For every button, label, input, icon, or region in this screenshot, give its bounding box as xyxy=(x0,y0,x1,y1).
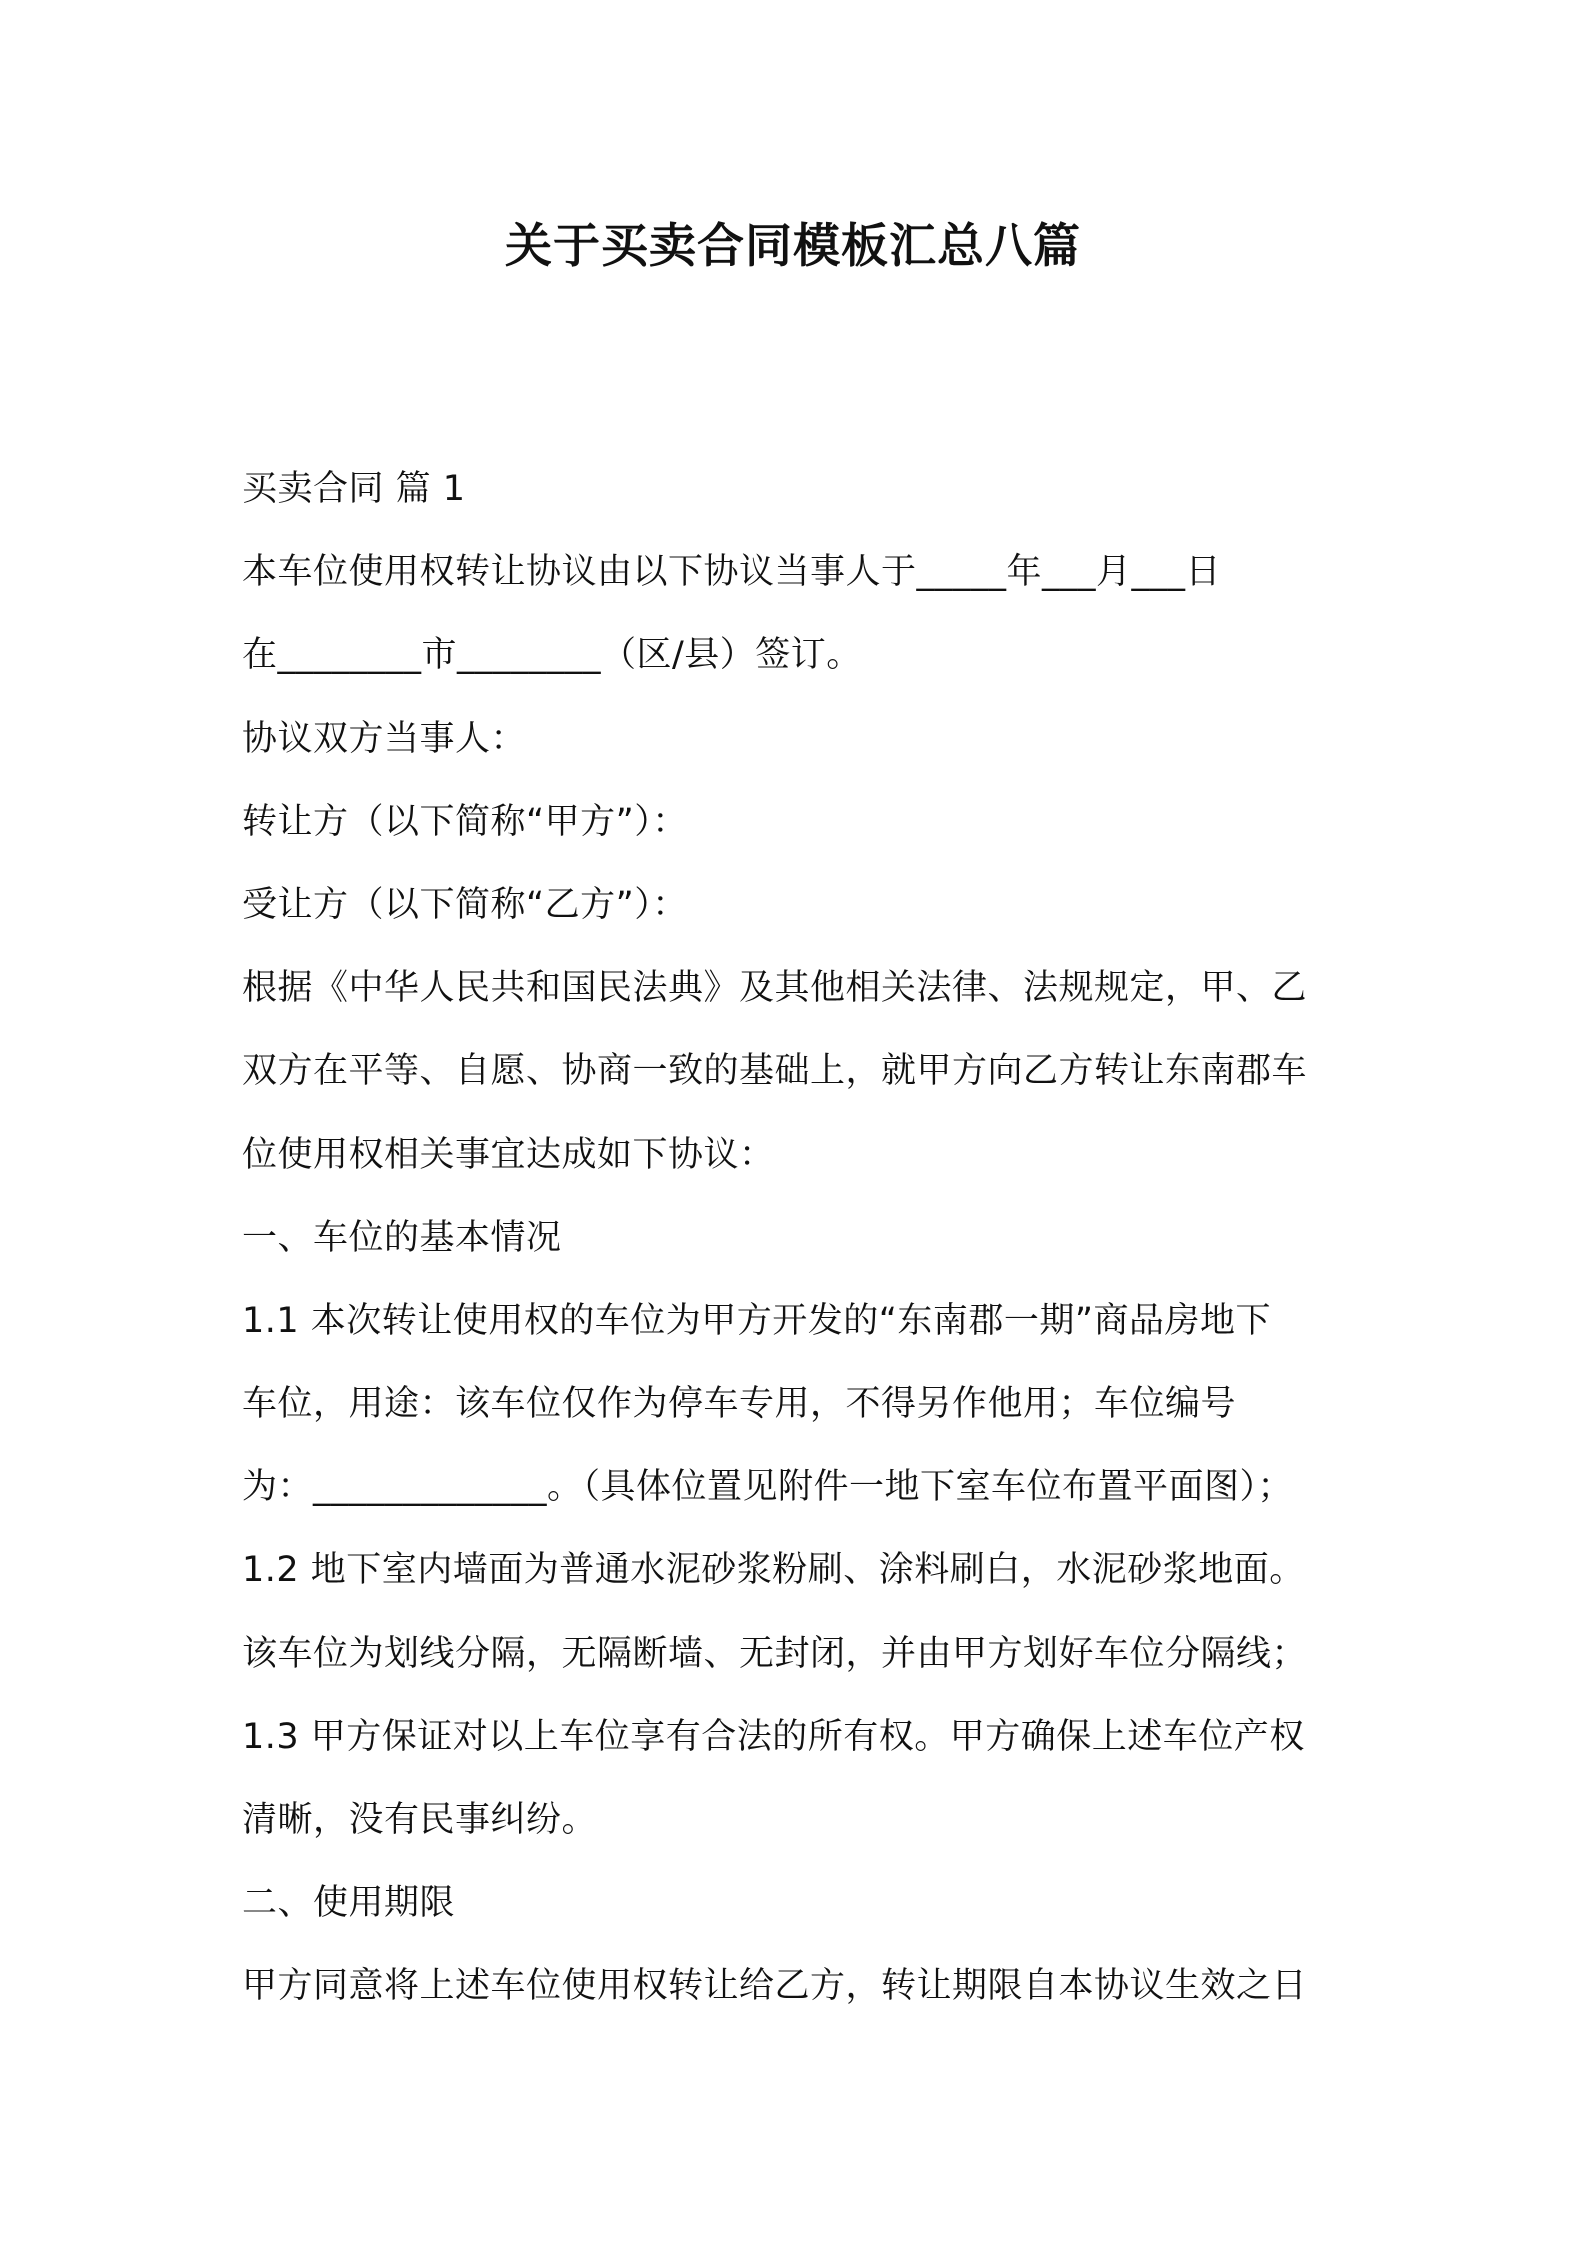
paragraph-line: 1.2 地下室内墙面为普通水泥砂浆粉刷、涂料刷白，水泥砂浆地面。 xyxy=(242,1550,1305,1591)
section-heading: 二、使用期限 xyxy=(242,1883,456,1924)
document-title: 关于买卖合同模板汇总八篇 xyxy=(505,219,1081,274)
document-body xyxy=(242,448,1362,2029)
paragraph-line: 双方在平等、自愿、协商一致的基础上，就甲方向乙方转让东南郡车 xyxy=(242,1051,1308,1092)
paragraph-line: 根据《中华人民共和国民法典》及其他相关法律、法规规定，甲、乙 xyxy=(242,968,1308,1009)
paragraph-line: 1.3 甲方保证对以上车位享有合法的所有权。甲方确保上述车位产权 xyxy=(242,1716,1305,1757)
paragraph-line: 在________市________（区/县）签订。 xyxy=(242,635,862,676)
paragraph-line: 该车位为划线分隔，无隔断墙、无封闭，并由甲方划好车位分隔线； xyxy=(242,1633,1308,1674)
paragraph-line: 位使用权相关事宜达成如下协议： xyxy=(242,1134,775,1175)
paragraph-line: 为：_____________。（具体位置见附件一地下室车位布置平面图）； xyxy=(242,1467,1294,1508)
section-heading-1: 买卖合同 篇 1 xyxy=(242,469,466,509)
section-heading: 一、车位的基本情况 xyxy=(242,1217,562,1258)
paragraph-line: 车位，用途：该车位仅作为停车专用，不得另作他用；车位编号 xyxy=(242,1384,1237,1425)
paragraph-line: 协议双方当事人： xyxy=(242,718,527,759)
paragraph-line: 受让方（以下简称“乙方”）： xyxy=(242,884,688,925)
paragraph-line: 清晰，没有民事纠纷。 xyxy=(242,1800,598,1840)
paragraph-line: 甲方同意将上述车位使用权转让给乙方，转让期限自本协议生效之日 xyxy=(242,1966,1308,2007)
paragraph-line: 本车位使用权转让协议由以下协议当事人于_____年___月___日 xyxy=(242,552,1222,593)
paragraph-line: 1.1 本次转让使用权的车位为甲方开发的“东南郡一期”商品房地下 xyxy=(242,1300,1272,1341)
paragraph-line: 转让方（以下简称“甲方”）： xyxy=(242,801,688,842)
